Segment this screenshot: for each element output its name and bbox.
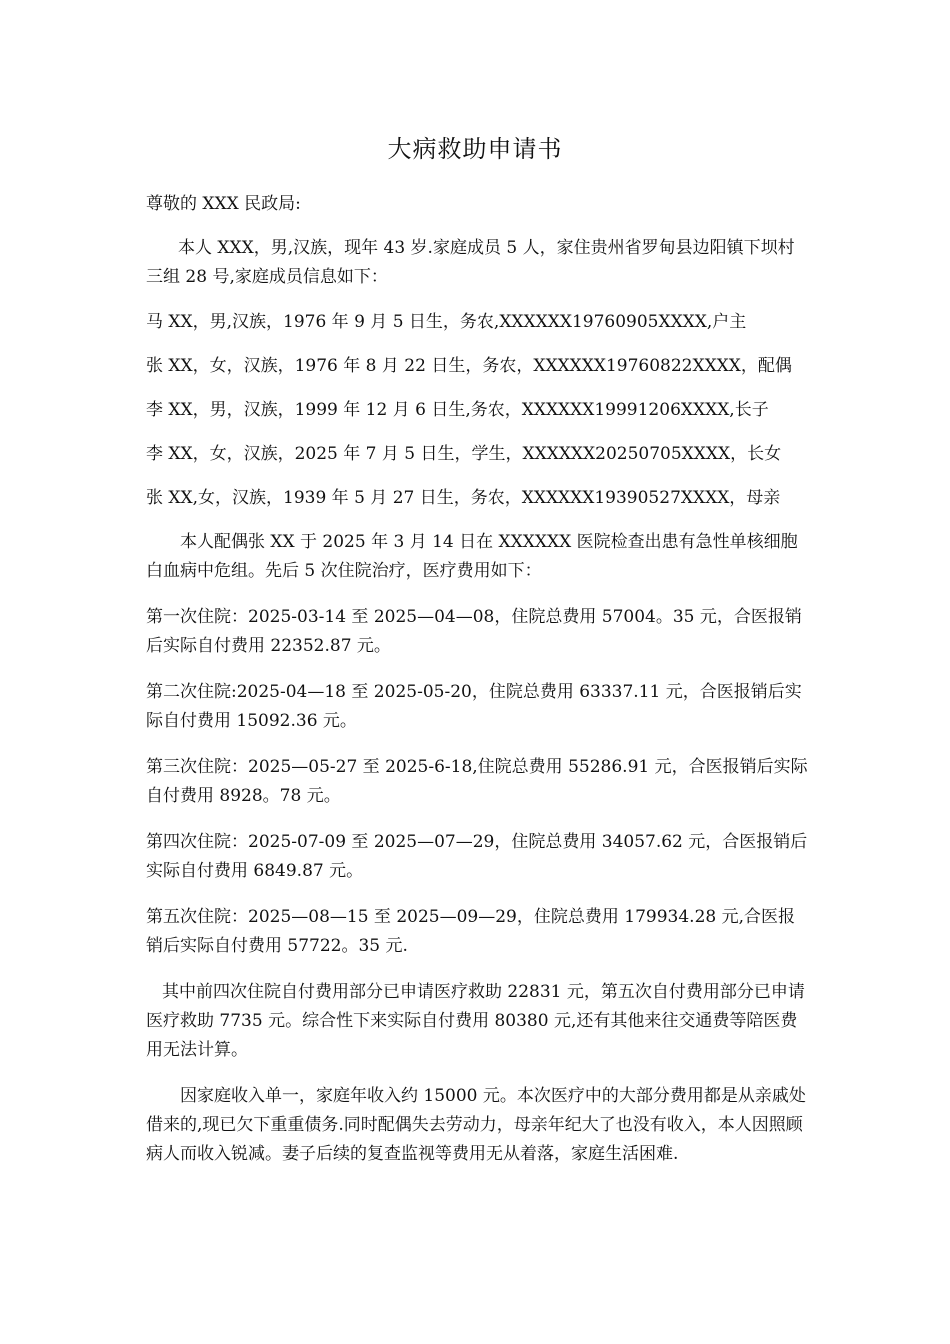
document-title: 大病救助申请书 xyxy=(387,135,563,163)
hospital-stay-line: 第四次住院：2025-07-09 至 2025—07—29，住院总费用 34057.62 元，合医报销后实际自付费用 6849.87 元。 xyxy=(146,832,808,881)
hospital-stay-line: 第二次住院:2025-04—18 至 2025-05-20，住院总费用 63337.11 元，合医报销后实际自付费用 15092.36 元。 xyxy=(146,682,802,731)
salutation: 尊敬的 XXX 民政局: xyxy=(146,194,301,214)
family-member-line: 张 XX，女，汉族，1976 年 8 月 22 日生，务农，XXXXXX19760822XXXX，配偶 xyxy=(146,356,792,376)
family-member-line: 马 XX，男,汉族，1976 年 9 月 5 日生，务农,XXXXXX19760905XXXX,户主 xyxy=(146,312,747,332)
family-member-line: 李 XX，女，汉族，2025 年 7 月 5 日生，学生，XXXXXX20250705XXXX，长女 xyxy=(146,444,782,464)
hardship-paragraph: 因家庭收入单一，家庭年收入约 15000 元。本次医疗中的大部分费用都是从亲戚处借来的,现已欠下重重债务.同时配偶失去劳动力，母亲年纪大了也没有收入，本人因照顾病人而收入锐减。妻子后续的复查监视等费用无从着落，家庭生活困难. xyxy=(146,1086,806,1164)
summary-paragraph: 其中前四次住院自付费用部分已申请医疗救助 22831 元，第五次自付费用部分已申请医疗救助 7735 元。综合性下来实际自付费用 80380 元,还有其他来往交通费等陪医费用无法计算。 xyxy=(146,982,805,1060)
hospital-stay-line: 第一次住院：2025-03-14 至 2025—04—08，住院总费用 57004。35 元，合医报销后实际自付费用 22352.87 元。 xyxy=(146,607,802,656)
family-member-line: 李 XX，男，汉族，1999 年 12 月 6 日生,务农，XXXXXX19991206XXXX,长子 xyxy=(146,400,769,420)
intro-paragraph: 本人 XXX，男,汉族，现年 43 岁.家庭成员 5 人，家住贵州省罗甸县边阳镇下坝村三组 28 号,家庭成员信息如下： xyxy=(146,238,795,287)
document-body xyxy=(146,190,808,1169)
diagnosis-paragraph: 本人配偶张 XX 于 2025 年 3 月 14 日在 XXXXXX 医院检查出患有急性单核细胞白血病中危组。先后 5 次住院治疗，医疗费用如下： xyxy=(146,532,798,581)
family-member-line: 张 XX,女，汉族，1939 年 5 月 27 日生，务农，XXXXXX19390527XXXX，母亲 xyxy=(146,488,781,508)
hospital-stay-line: 第五次住院：2025—08—15 至 2025—09—29，住院总费用 179934.28 元,合医报销后实际自付费用 57722。35 元. xyxy=(146,907,796,956)
hospital-stay-line: 第三次住院：2025—05-27 至 2025-6-18,住院总费用 55286.91 元，合医报销后实际自付费用 8928。78 元。 xyxy=(146,757,808,806)
